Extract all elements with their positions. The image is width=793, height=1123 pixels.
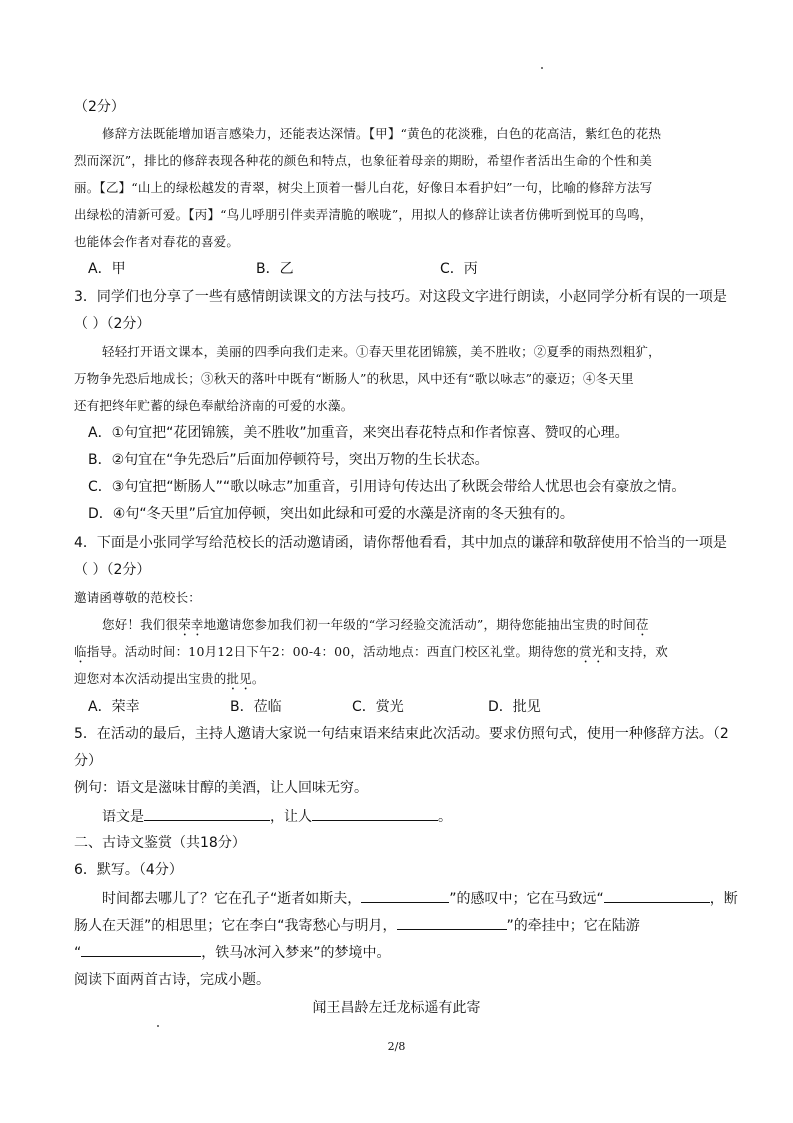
letter-text: 和支持，欢 (604, 644, 668, 659)
letter-text: 迎您对本次活动提出宝贵的 (74, 671, 227, 686)
q4-letter-line-3 (74, 669, 265, 693)
q6-text: ”的牵挂中；它在陆游 (506, 918, 640, 934)
q5-fill-a: 语文是 (102, 809, 144, 825)
q3-option-d[interactable]: D．④句“冬天里”后宜加停顿，突出如此绿和可爱的水藻是济南的冬天独有的。 (88, 506, 574, 522)
q4-salutation: 邀请函尊敬的范校长： (74, 590, 202, 605)
q4-option-a[interactable]: A．荣幸 (88, 699, 140, 715)
dotted-word-rongxing: 荣幸 (178, 617, 204, 632)
q4-option-d[interactable]: D．批见 (488, 699, 541, 715)
q6-blank-3[interactable] (397, 915, 507, 930)
q6-blank-2[interactable] (604, 888, 710, 903)
q5-fill (102, 806, 452, 827)
q4-letter-line-1 (102, 615, 649, 639)
q6-text: ，断 (709, 891, 738, 907)
q4-score: （ ）（2分） (74, 562, 151, 578)
scan-speck (541, 67, 543, 69)
q6-text: ”的感叹中；它在马致远“ (449, 891, 604, 907)
dotted-word-shangguang: 赏光 (579, 644, 605, 659)
q5-blank-1[interactable] (144, 806, 270, 821)
q6-blank-1[interactable] (361, 888, 449, 903)
q4-stem: 4．下面是小张同学写给范校长的活动邀请函，请你帮他看看，其中加点的谦辞和敬辞使用不恰当的一项是 (74, 535, 727, 551)
q6-text: 时间都去哪儿了？它在孔子“逝者如斯夫， (102, 891, 362, 907)
letter-text: 。 (251, 671, 265, 686)
q3-passage-line-1: 轻轻打开语文课本，美丽的四季向我们走来。①春天里花团锦簇，美不胜收；②夏季的雨热烈粗犷， (102, 344, 661, 359)
passage1-line-3: 丽。【乙】“山上的绿松越发的青翠，树尖上顶着一髻儿白花，好像日本看护妇”一句，比喻的修辞方法写 (74, 180, 653, 195)
scan-speck (157, 1025, 159, 1027)
q6-line-1 (102, 888, 738, 909)
q6-text: 肠人在天涯”的相思里；它在李白“我寄愁心与明月， (74, 918, 397, 934)
q6-text: “ (74, 945, 82, 961)
passage1-line-4: 出绿松的清新可爱。【丙】“鸟儿呼朋引伴卖弄清脆的喉咙”，用拟人的修辞让读者仿佛听到悦耳的鸟鸣， (74, 207, 653, 222)
dotted-word-li: 莅 (635, 617, 649, 632)
letter-text: 指导。活动时间：10月12日下午2：00-4：00，活动地点：西直门校区礼堂。期待您的 (86, 644, 580, 659)
q2-option-b[interactable]: B．乙 (256, 261, 294, 277)
passage1-line-5: 也能体会作者对春花的喜爱。 (74, 234, 240, 249)
q3-option-b[interactable]: B．②句宜在“争先恐后”后面加停顿符号，突出万物的生长状态。 (88, 452, 489, 468)
q4-option-c[interactable]: C．赏光 (352, 699, 404, 715)
dotted-word-pijian: 批见 (226, 671, 252, 686)
q6-text: ，铁马冰河入梦来”的梦境中。 (201, 945, 391, 961)
section-2-heading: 二、古诗文鉴赏（共18分） (74, 835, 246, 851)
q3-passage-line-2: 万物争先恐后地成长；③秋天的落叶中既有“断肠人”的秋思，风中还有“歌以咏志”的豪迈；④冬天里 (74, 371, 634, 386)
q2-option-c[interactable]: C．丙 (440, 261, 478, 277)
passage1-line-1-text: 修辞方法既能增加语言感染力，还能表达深情。【甲】“黄色的花淡雅，白色的花高洁，紫红色的花热 (102, 126, 662, 141)
q6-stem: 6．默写。（4分） (74, 862, 183, 878)
q5-fill-c: 。 (438, 809, 452, 825)
q6-line-2 (74, 915, 640, 936)
q6-line-3 (74, 942, 391, 963)
poem-title: 闻王昌龄左迁龙标遥有此寄 (312, 1000, 481, 1016)
q5-stem: 5．在活动的最后，主持人邀请大家说一句结束语来结束此次活动。要求仿照句式，使用一种修辞方法。（2 (74, 726, 729, 742)
letter-text: 您好！我们很 (102, 617, 179, 632)
dotted-word-lin: 临 (74, 644, 87, 659)
q2-options (88, 259, 478, 279)
q5-fill-b: ，让人 (270, 809, 312, 825)
header-score: （2分） (74, 99, 125, 115)
q4-letter-line-2 (74, 642, 668, 666)
page-number: 2/8 (387, 1040, 406, 1053)
q3-passage-line-3: 还有把终年贮蓄的绿色奉献给济南的可爱的水藻。 (74, 398, 354, 413)
q3-stem: 3．同学们也分享了一些有感情朗读课文的方法与技巧。对这段文字进行朗读，小赵同学分析有误的一项是 (74, 289, 727, 305)
letter-text: 地邀请您参加我们初一年级的“学习经验交流活动”，期待您能抽出宝贵的时间 (203, 617, 636, 632)
q5-example: 例句：语文是滋味甘醇的美酒，让人回味无穷。 (74, 780, 368, 796)
q6-blank-4[interactable] (81, 942, 201, 957)
read-prompt: 阅读下面两首古诗，完成小题。 (74, 972, 270, 988)
passage1-line-2: 烈而深沉”，排比的修辞表现各种花的颜色和特点，也象征着母亲的期盼，希望作者活出生命的个性和美 (74, 153, 653, 168)
q3-score: （ ）（2分） (74, 316, 151, 332)
q4-option-b[interactable]: B．莅临 (230, 699, 282, 715)
q5-blank-2[interactable] (312, 806, 438, 821)
q3-option-a[interactable]: A．①句宜把“花团锦簇，美不胜收”加重音，来突出春花特点和作者惊喜、赞叹的心理。 (88, 425, 629, 441)
q4-options (88, 697, 541, 717)
q5-stem-cont: 分） (74, 753, 102, 769)
passage1-line-1 (102, 124, 661, 144)
q2-option-a[interactable]: A．甲 (88, 261, 126, 277)
q3-option-c[interactable]: C．③句宜把“断肠人”“歌以咏志”加重音，引用诗句传达出了秋既会带给人忧思也会有豪放之情。 (88, 479, 686, 495)
